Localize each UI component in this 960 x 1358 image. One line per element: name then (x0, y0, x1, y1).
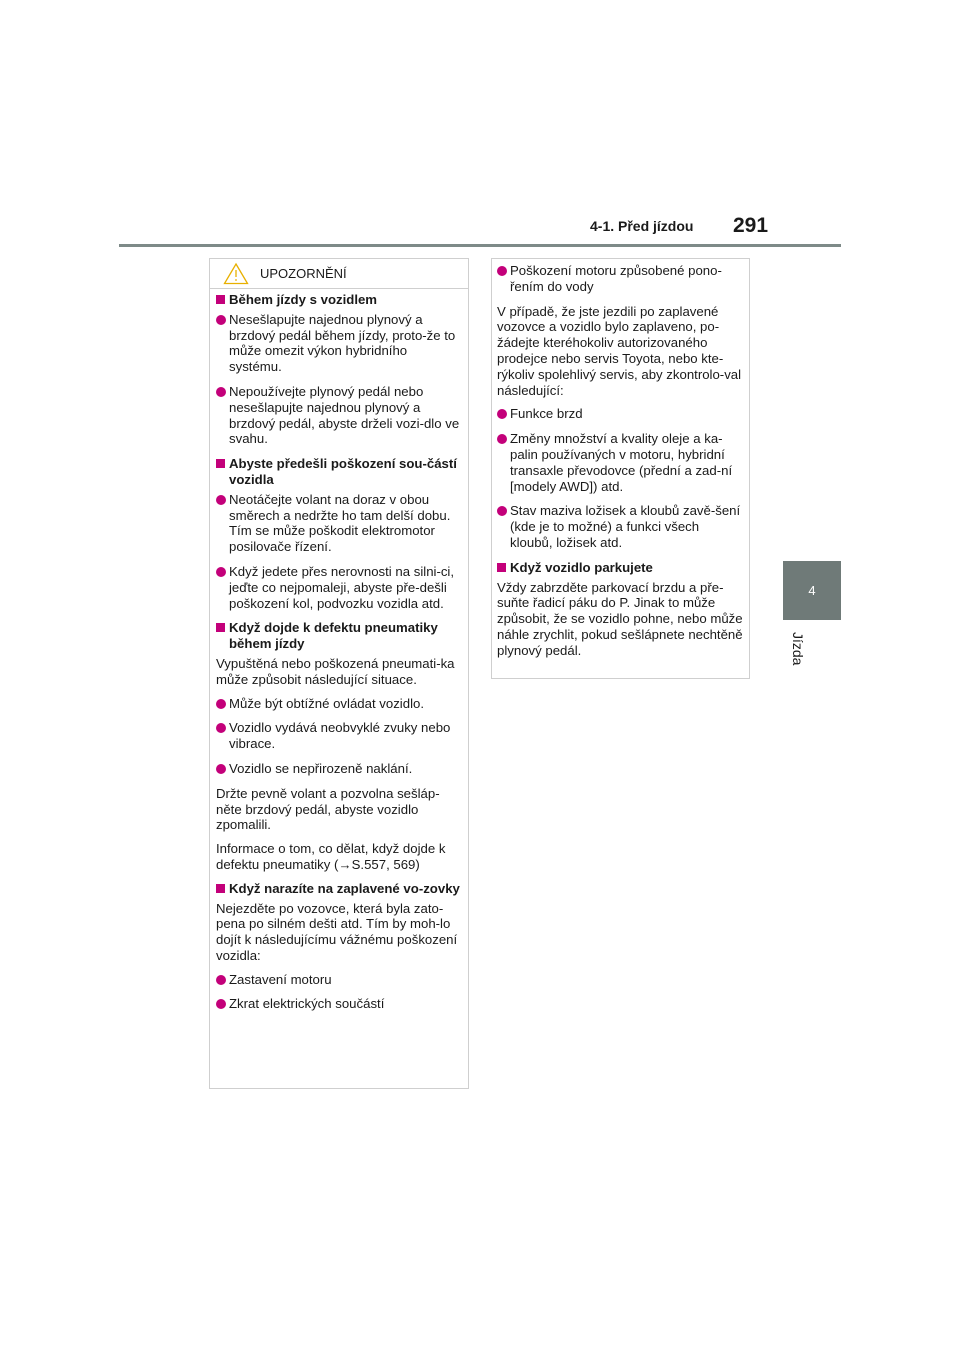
section-title: 4-1. Před jízdou (590, 218, 694, 234)
warning-box (209, 258, 469, 1089)
bullet-item: Když jedete přes nerovnosti na silni-ci, jeďte co nejpomaleji, abyste pře-dešli poškození kol, podvozku vozidla atd. (216, 564, 463, 611)
paragraph: Nejezděte po vozovce, která byla zato-pena po silném dešti atd. Tím by moh-lo dojít k následujícímu vážnému poškození vozidla: (216, 900, 458, 963)
warning-triangle-icon (223, 262, 249, 285)
paragraph: Informace o tom, co dělat, když dojde k defektu pneumatiky (→S.557, 569) (216, 841, 446, 872)
bullet-item: Funkce brzd (497, 406, 744, 422)
chapter-label: Jízda (790, 632, 806, 666)
bullet-item: Změny množství a kvality oleje a ka-palin používaných v motoru, hybridní transaxle převodovce (přední a zad-ní [modely AWD]) atd. (497, 431, 744, 494)
paragraph: V případě, že jste jezdili po zaplavené vozovce a vozidlo bylo zaplaveno, po-žádejte kteréhokoliv autorizovaného prodejce nebo servis Toyota, nebo kte-rýkoliv spolehlivý servis, aby zkontrolo-val následující: (497, 303, 742, 398)
paragraph: Vždy zabrzděte parkovací brzdu a pře-suňte řadicí páku do P. Jinak to může způsobit, že se vozidlo pohne, nebo může náhle zrychlit, pokud sešlápnete nechtěně plynový pedál. (497, 579, 743, 658)
warning-title: UPOZORNĚNÍ (260, 266, 347, 281)
paragraph: Držte pevně volant a pozvolna sešláp-něte brzdový pedál, abyste vozidlo zpomalili. (216, 785, 440, 833)
bullet-item: Vozidlo se nepřirozeně naklání. (216, 761, 463, 777)
chapter-number: 4 (808, 583, 816, 598)
warning-box-continued (491, 258, 750, 679)
page-number: 291 (733, 214, 769, 237)
subheading: Když dojde k defektu pneumatiky během jízdy (216, 620, 463, 652)
subheading: Když vozidlo parkujete (497, 560, 744, 576)
warning-content-left (210, 289, 468, 1012)
bullet-item: Stav maziva ložisek a kloubů zavě-šení (kde je to možné) a funkci všech kloubů, ložisek atd. (497, 503, 744, 550)
header-divider (119, 244, 841, 247)
bullet-item: Poškození motoru způsobené pono-řením do vody (497, 263, 744, 295)
bullet-item: Nepoužívejte plynový pedál nebo nesešlapujte najednou plynový a brzdový pedál, abyste drželi vozi-dlo ve svahu. (216, 384, 463, 447)
bullet-item: Neotáčejte volant na doraz v obou směrech a nedržte ho tam delší dobu. Tím se může poškodit elektromotor posilovače řízení. (216, 492, 463, 555)
subheading: Když narazíte na zaplavené vo-zovky (216, 881, 463, 897)
warning-content-right (497, 259, 744, 659)
subheading: Během jízdy s vozidlem (216, 292, 463, 308)
warning-header (210, 259, 468, 289)
bullet-item: Může být obtížné ovládat vozidlo. (216, 696, 463, 712)
chapter-tab[interactable] (783, 561, 841, 620)
bullet-item: Zkrat elektrických součástí (216, 996, 463, 1012)
subheading: Abyste předešli poškození sou-částí vozidla (216, 456, 463, 488)
paragraph: Vypuštěná nebo poškozená pneumati-ka může způsobit následující situace. (216, 655, 455, 687)
bullet-item: Zastavení motoru (216, 972, 463, 988)
bullet-item: Nesešlapujte najednou plynový a brzdový pedál během jízdy, proto-že to může omezit výkon hybridního systému. (216, 312, 463, 375)
bullet-item: Vozidlo vydává neobvyklé zvuky nebo vibrace. (216, 720, 463, 752)
